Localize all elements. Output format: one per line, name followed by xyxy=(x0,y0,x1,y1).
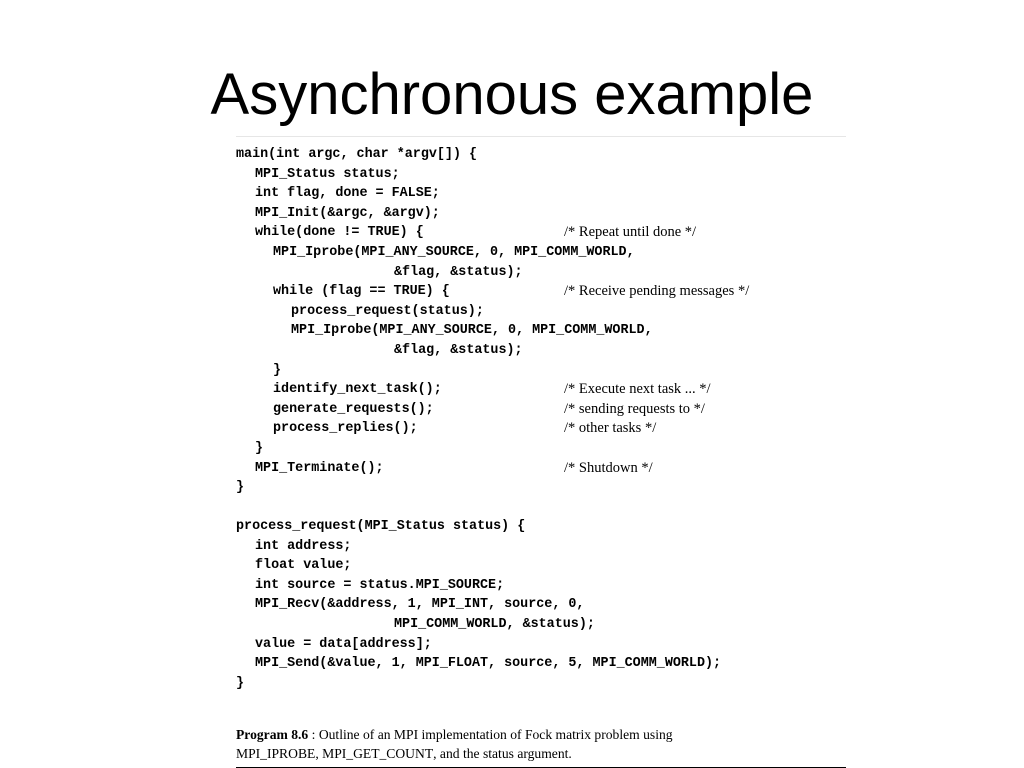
main-program-line xyxy=(236,419,846,439)
process-request-line xyxy=(236,537,846,557)
code-block-main xyxy=(236,145,846,498)
main-program-line xyxy=(236,302,846,322)
code-text: &flag, &status); xyxy=(394,264,523,280)
code-text: while(done != TRUE) { xyxy=(255,225,424,241)
main-program-line xyxy=(236,145,846,165)
code-text: } xyxy=(236,480,245,496)
code-comment: /* Receive pending messages */ xyxy=(564,283,750,300)
process-request-line xyxy=(236,654,846,674)
code-text: MPI_Recv(&address, 1, MPI_INT, source, 0, xyxy=(255,597,585,613)
code-text: MPI_Iprobe(MPI_ANY_SOURCE, 0, MPI_COMM_WORLD, xyxy=(291,323,653,339)
code-text: } xyxy=(236,675,245,691)
main-program-line xyxy=(236,204,846,224)
figure-caption xyxy=(236,725,848,763)
code-text: value = data[address]; xyxy=(255,636,432,652)
code-text: int address; xyxy=(255,538,352,554)
process-request-line xyxy=(236,576,846,596)
process-request-line xyxy=(236,517,846,537)
code-text: identify_next_task(); xyxy=(273,382,442,398)
code-text: MPI_Iprobe(MPI_ANY_SOURCE, 0, MPI_COMM_WORLD, xyxy=(273,244,635,260)
main-program-line xyxy=(236,184,846,204)
process-request-line xyxy=(236,556,846,576)
code-block-process-request xyxy=(236,517,846,693)
main-program-line xyxy=(236,478,846,498)
code-text: } xyxy=(273,362,282,378)
caption-text-1: Outline of an MPI implementation of Fock matrix problem using xyxy=(318,727,673,742)
main-program-line xyxy=(236,341,846,361)
program-figure xyxy=(236,136,846,767)
process-request-line xyxy=(236,595,846,615)
main-program-line xyxy=(236,361,846,381)
code-comment: /* sending requests to */ xyxy=(564,400,705,417)
code-comment: /* Execute next task ... */ xyxy=(564,381,711,398)
slide-title: Asynchronous example xyxy=(210,62,814,127)
code-text: float value; xyxy=(255,558,352,574)
code-text: } xyxy=(255,440,264,456)
caption-label: Program 8.6 xyxy=(236,727,309,742)
code-text: while (flag == TRUE) { xyxy=(273,284,450,300)
main-program-line xyxy=(236,459,846,479)
code-text: int flag, done = FALSE; xyxy=(255,186,440,202)
code-text: process_request(status); xyxy=(291,303,484,319)
code-text: &flag, &status); xyxy=(394,342,523,358)
code-comment: /* Repeat until done */ xyxy=(564,224,697,241)
code-text: MPI_Send(&value, 1, MPI_FLOAT, source, 5, MPI_COMM_WORLD); xyxy=(255,656,722,672)
caption-sep-1: , xyxy=(315,746,323,761)
main-program-line xyxy=(236,165,846,185)
code-text: MPI_Terminate(); xyxy=(255,460,384,476)
process-request-line xyxy=(236,635,846,655)
main-program-line xyxy=(236,223,846,243)
main-program-line xyxy=(236,400,846,420)
code-text: int source = status.MPI_SOURCE; xyxy=(255,577,505,593)
code-text: MPI_Init(&argc, &argv); xyxy=(255,205,440,221)
code-text: process_replies(); xyxy=(273,421,418,437)
code-text: MPI_Status status; xyxy=(255,166,400,182)
main-program-line xyxy=(236,243,846,263)
caption-term-get-count: MPI_GET_COUNT xyxy=(322,746,434,761)
main-program-line xyxy=(236,263,846,283)
code-comment: /* other tasks */ xyxy=(564,420,657,437)
main-program-line xyxy=(236,282,846,302)
main-program-line xyxy=(236,380,846,400)
caption-term-iprobe: MPI_IPROBE xyxy=(236,746,316,761)
code-text: MPI_COMM_WORLD, &status); xyxy=(394,616,595,632)
code-comment: /* Shutdown */ xyxy=(564,459,653,476)
code-text: process_request(MPI_Status status) { xyxy=(236,519,526,534)
caption-text-2: , and the status argument. xyxy=(433,746,572,761)
process-request-line xyxy=(236,674,846,694)
main-program-line xyxy=(236,439,846,459)
code-text: main(int argc, char *argv[]) { xyxy=(236,147,478,162)
caption-separator: : xyxy=(308,727,319,742)
main-program-line xyxy=(236,321,846,341)
code-text: generate_requests(); xyxy=(273,401,434,417)
process-request-line xyxy=(236,615,846,635)
